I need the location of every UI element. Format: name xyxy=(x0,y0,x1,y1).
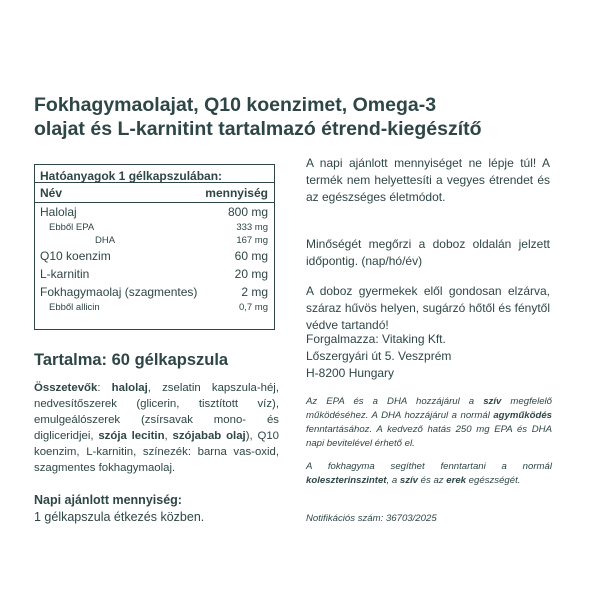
ingredients-part: ), Q10 koenzim, L-karnitin, színezék: barna vas-oxid, szagmentes fokhagymaolaj. xyxy=(34,430,279,474)
ingredients-part: , zselatin kapszula-héj, nedvesítőszerek (glicerin, tisztított víz), emulgeálószerek (zsírsavak mono- és digliceridjei, xyxy=(34,382,279,442)
column-quantity: mennyiség xyxy=(205,186,268,200)
claim-emphasis: szív xyxy=(483,396,502,407)
row-quantity: 167 mg xyxy=(236,235,268,246)
notification-number: Notifikációs szám: 36703/2025 xyxy=(306,513,437,524)
storage-paragraph: A doboz gyermekek elől gondosan elzárva, száraz hűvös helyen, sugárzó hőtől és fénytől védve tartandó! xyxy=(306,284,550,332)
table-header: Hatóanyagok 1 gélkapszulában: xyxy=(40,169,223,183)
daily-dose-heading: Napi ajánlott mennyiség: xyxy=(34,493,182,507)
claim-part: és az xyxy=(418,475,447,486)
table-row xyxy=(35,247,274,265)
table-row xyxy=(35,234,274,247)
distributor-block xyxy=(306,331,550,382)
claim-emphasis: szív xyxy=(399,475,418,486)
row-quantity: 60 mg xyxy=(234,249,268,263)
capsule-count: Tartalma: 60 gélkapszula xyxy=(34,351,229,369)
ingredients-text xyxy=(34,380,279,476)
claim-part: egészségét. xyxy=(466,475,521,486)
table-row xyxy=(35,301,274,314)
claim-part: fenntartásához. A kedvező hatás 250 mg EPA és DHA napi bevitelével érhető el. xyxy=(306,424,552,449)
table-row xyxy=(35,283,274,301)
claim-part: , a xyxy=(386,475,400,486)
table-row xyxy=(35,203,274,221)
row-name: Halolaj xyxy=(40,205,77,219)
distributor-street: Lőszergyári út 5. Veszprém xyxy=(306,349,452,363)
row-name: Ebből EPA xyxy=(49,222,95,233)
table-row xyxy=(35,221,274,234)
claim-emphasis: erek xyxy=(446,475,467,486)
separator: : xyxy=(97,382,112,394)
ingredients-part: , xyxy=(164,430,173,442)
table-row xyxy=(35,265,274,283)
title-line-1: Fokhagymaolajat, Q10 koenzimet, Omega-3 xyxy=(34,94,437,116)
garlic-claim xyxy=(306,460,552,488)
ingredients-label: Összetevők xyxy=(34,382,98,394)
best-before-paragraph: Minőségét megőrzi a doboz oldalán jelzett időpontig. (nap/hó/év) xyxy=(306,237,550,268)
allergen-halolaj: halolaj xyxy=(111,382,148,394)
distributor-country: H-8200 Hungary xyxy=(306,366,395,380)
row-name: L-karnitin xyxy=(40,267,90,281)
row-quantity: 800 mg xyxy=(227,205,268,219)
column-name: Név xyxy=(40,186,63,200)
row-quantity: 2 mg xyxy=(241,285,268,299)
distributor-name: Forgalmazza: Vitaking Kft. xyxy=(306,332,446,346)
claim-emphasis: agyműködés xyxy=(493,410,552,421)
row-quantity: 20 mg xyxy=(234,267,268,281)
claim-part: Az EPA és a DHA hozzájárul a xyxy=(306,396,484,407)
row-name: Ebből allicin xyxy=(49,302,100,313)
allergen-soybean-oil: szójabab olaj xyxy=(172,430,246,442)
row-name: Q10 koenzim xyxy=(40,249,111,263)
product-title xyxy=(34,93,574,141)
claim-part: A fokhagyma segíthet fenntartani a normál xyxy=(306,461,552,472)
table-column-headers xyxy=(35,183,274,202)
claim-part: megfelelő működéséhez. A DHA hozzájárul a normál xyxy=(306,396,553,421)
claim-emphasis: koleszterinszintet xyxy=(306,475,387,486)
row-name: Fokhagymaolaj (szagmentes) xyxy=(40,285,198,299)
active-ingredients-table xyxy=(34,164,275,330)
row-quantity: 0,7 mg xyxy=(238,302,268,313)
warning-paragraph: A napi ajánlott mennyiséget ne lépje túl! A termék nem helyettesíti a vegyes étrendet és az egészséges életmódot. xyxy=(306,156,550,204)
title-line-2: olajat és L-karnitint tartalmazó étrend-kiegészítő xyxy=(34,118,482,140)
row-quantity: 333 mg xyxy=(236,222,268,233)
daily-dose-text: 1 gélkapszula étkezés közben. xyxy=(34,510,205,524)
epa-dha-claim xyxy=(306,395,552,451)
row-name: DHA xyxy=(95,235,116,246)
allergen-soy-lecithin: szója lecitin xyxy=(98,430,165,442)
